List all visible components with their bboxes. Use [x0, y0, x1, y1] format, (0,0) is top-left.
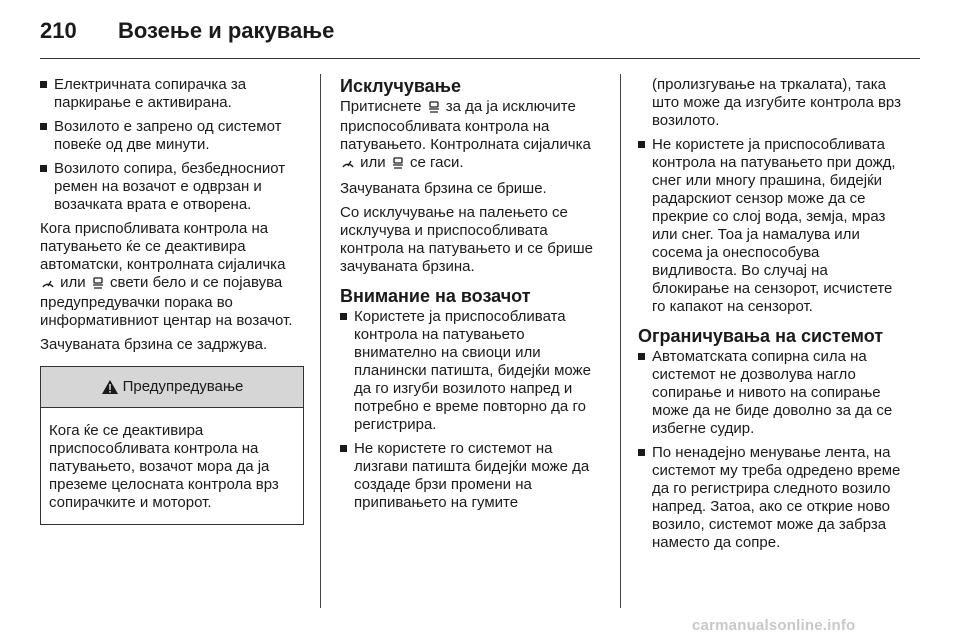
list-item: Возилото е запрено од системот повеќе од две минути. [40, 118, 304, 154]
header-rule [40, 58, 920, 59]
warning-header [41, 367, 303, 408]
paragraph-ignition-off: Со исклучување на палењето се исклучува и приспособливата контрола на патувањето и се брише зачуваната брзина. [340, 204, 593, 275]
page-title: Возење и ракување [118, 18, 335, 43]
column-divider-2 [620, 74, 621, 608]
text-span: свети бело и се појавува предупредувачки порака во информативниот центар на возачот. [40, 274, 293, 329]
section-heading: Исклучување [340, 76, 462, 96]
column-3 [638, 76, 904, 558]
list-item: Електричната сопирачка за паркирање е активирана. [40, 76, 304, 112]
warning-icon [101, 379, 119, 395]
adaptive-cruise-car-icon [391, 156, 405, 174]
list-item: Возилото сопира, безбедносниот ремен на возачот е одврзан и возачката врата е отворена. [40, 160, 304, 214]
warning-box [40, 366, 304, 525]
text-span: Кога приспобливата контрола на патувањето ќе се деактивира автоматски, контролната сијаличка [40, 220, 286, 273]
section-heading: Внимание на возачот [340, 286, 531, 306]
page-number: 210 [40, 18, 77, 43]
column-divider-1 [320, 74, 321, 608]
text-span: или [360, 154, 386, 171]
warning-title: Предупредување [122, 378, 244, 395]
list-item: Користете ја приспособливата контрола на патувањето внимателно на свиоци или планински патишта, бидејќи може да го изгуби возилото напред и потребно е време повторно да го регистрира. [340, 308, 604, 434]
text-span: или [60, 274, 86, 291]
column-1 [40, 76, 304, 525]
text-span: се гаси. [410, 154, 464, 171]
cruise-control-indicator-icon [341, 156, 355, 174]
paragraph-switch-off [340, 98, 604, 174]
cruise-control-indicator-icon [41, 276, 55, 294]
adaptive-cruise-car-icon [427, 100, 441, 118]
section-heading: Ограничувања на системот [638, 326, 884, 346]
page-header [40, 18, 334, 48]
list-item: По ненадејно менување лента, на системот му треба одредено време да го регистрира следното возило напред. Затоа, ако се открие ново возило, системот може да забрза наместо да сопре. [638, 444, 904, 552]
paragraph-deactivation [40, 220, 304, 330]
list-item: Не користете го системот на лизгави патишта бидејќи може да создаде брзи промени на припивањето на гумите [340, 440, 604, 512]
text-span: Притиснете [340, 98, 422, 115]
warning-text: Кога ќе се деактивира приспособливата контрола на патувањето, возачот мора да ја преземе целосната контрола врз сопирачките и моторот. [49, 422, 279, 511]
column-2 [340, 76, 604, 518]
watermark-logo: carmanualsonline.info [692, 617, 856, 634]
paragraph-continued: (пролизгување на тркалата), така што може да изгубите контрола врз возилото. [652, 76, 901, 129]
paragraph-speed-kept: Зачуваната брзина се задржува. [40, 336, 268, 353]
text-span: за да ја исключите приспособливата контрола на патувањето. Контролната сијаличка [340, 98, 591, 153]
adaptive-cruise-car-icon [91, 276, 105, 294]
list-item: Не користете ја приспособливата контрола на патувањето при дожд, снег или многу прашина, бидејќи радарскиот сензор може да се прекрие со слој вода, земја, мраз или снег. Тоа ја намалува или сосема ја онеспособува видливоста. Во случај на блокирање на сензорот, исчистете го капакот на сензорот. [638, 136, 904, 316]
list-item: Автоматската сопирна сила на системот не дозволува нагло сопирање и нивото на сопирање може да не биде доволно за да се избегне судир. [638, 348, 904, 438]
paragraph-speed-cleared: Зачуваната брзина се брише. [340, 180, 547, 197]
